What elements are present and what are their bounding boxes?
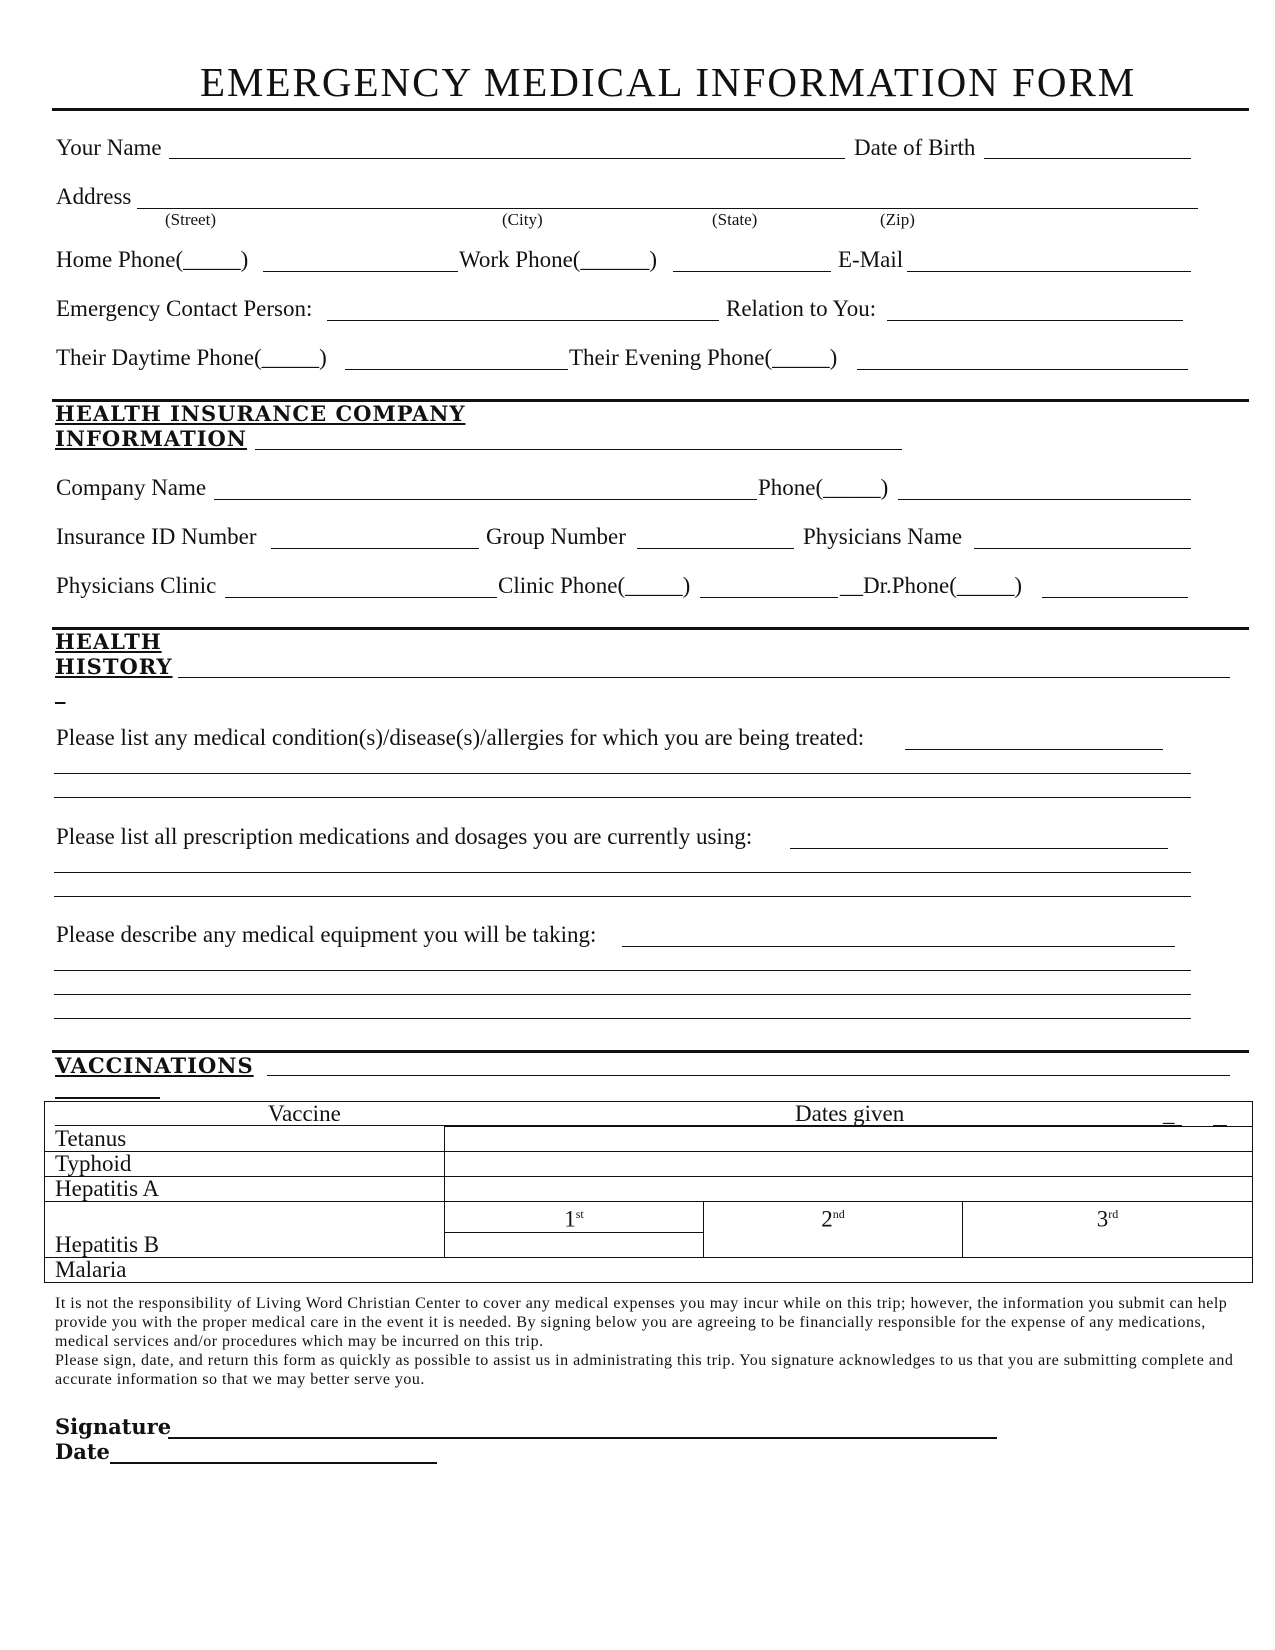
zip-caption: (Zip) [880,210,915,229]
equipment-line-3[interactable] [54,994,1191,995]
medications-label: Please list all prescription medications and dosages you are currently using: [56,824,753,849]
daytime-phone-label: Their Daytime Phone(_____) [56,345,327,370]
city-caption: (City) [502,210,543,229]
table-header-row [45,1102,1253,1127]
section-rule-history [52,627,1249,630]
insurance-heading-2: INFORMATION [55,426,248,451]
relation-label: Relation to You: [726,296,877,321]
signature-field[interactable] [168,1437,997,1439]
work-phone-label: Work Phone(______) [459,247,658,272]
form-title: EMERGENCY MEDICAL INFORMATION FORM [200,59,1137,105]
dose-2-cell[interactable]: 2nd [704,1202,963,1258]
insurance-heading-1: HEALTH INSURANCE COMPANY [55,401,466,426]
col-dates-header: Dates given [795,1101,905,1126]
email-field[interactable] [907,271,1191,272]
work-phone-field[interactable] [673,271,831,272]
equipment-line-4[interactable] [54,1018,1191,1019]
dose-1-header: 1st [445,1202,704,1233]
insurance-heading-line [255,449,902,450]
group-number-field[interactable] [637,548,794,549]
vaccinations-heading-line [267,1075,1230,1076]
name-label: Your Name [56,135,162,160]
street-caption: (Street) [165,210,216,229]
date-cell-tetanus[interactable] [445,1127,1253,1152]
conditions-line-3[interactable] [54,797,1191,798]
vaccine-name-hepatitis-b: Hepatitis B [45,1202,445,1258]
emergency-contact-label: Emergency Contact Person: [56,296,313,321]
disclaimer-paragraph-1: It is not the responsibility of Living Word Christian Center to cover any medical expenses you may incur while on this trip; however, the information you submit can help provide you with the proper medical care in the event it is needed. By signing below you are agreeing to be financially responsible for the expense of any medications, medical services and/or procedures which may be incurred on this trip. [55,1295,1228,1350]
table-row [45,1257,1253,1282]
date-cell-typhoid[interactable] [445,1152,1253,1177]
state-caption: (State) [712,210,758,229]
company-phone-field[interactable] [898,499,1191,500]
evening-phone-label: Their Evening Phone(_____) [569,345,838,370]
clinic-field[interactable] [225,597,497,598]
group-number-label: Group Number [486,524,626,549]
address-label: Address [56,184,132,209]
disclaimer-paragraph-2: Please sign, date, and return this form as quickly as possible to assist us in administrating this trip. You signature acknowledges to us that you are submitting complete and accurate information so that we may better serve you. [55,1352,1234,1388]
history-heading-2: HISTORY [55,654,173,679]
clinic-phone-label: Clinic Phone(_____) [498,573,691,598]
date-label: Date [55,1439,110,1464]
medications-field[interactable] [790,848,1168,849]
table-row [45,1127,1253,1152]
table-row [45,1202,1253,1233]
dob-label: Date of Birth [854,135,976,160]
company-name-field[interactable] [214,499,757,500]
vaccine-name-hepatitis-a: Hepatitis A [45,1177,445,1202]
emergency-contact-field[interactable] [327,320,719,321]
company-phone-label: Phone(_____) [758,475,889,500]
history-heading-1: HEALTH [55,629,162,654]
daytime-phone-field[interactable] [345,369,568,370]
equipment-field[interactable] [622,946,1175,947]
history-heading-tail: _ [55,679,67,704]
dob-field[interactable] [984,158,1191,159]
home-phone-field[interactable] [263,271,458,272]
vaccinations-heading: VACCINATIONS [55,1053,254,1078]
equipment-label: Please describe any medical equipment you will be taking: [56,922,597,947]
conditions-label: Please list any medical condition(s)/disease(s)/allergies for which you are being treated: [56,725,865,750]
dr-phone-label: __Dr.Phone(_____) [840,573,1023,598]
clinic-phone-field[interactable] [700,597,838,598]
table-row [45,1152,1253,1177]
evening-phone-field[interactable] [857,369,1188,370]
date-field[interactable] [110,1462,437,1464]
date-cell-hepatitis-a[interactable] [445,1177,1253,1202]
medications-line-2[interactable] [54,872,1191,873]
name-field[interactable] [169,158,845,159]
vaccine-name-typhoid: Typhoid [45,1152,445,1177]
email-label: E-Mail [838,247,904,272]
dose-1-cell[interactable] [445,1232,704,1257]
home-phone-label: Home Phone(_____) [56,247,249,272]
table-row [45,1177,1253,1202]
medications-line-3[interactable] [54,896,1191,897]
address-field[interactable] [137,208,1198,209]
conditions-line-2[interactable] [54,773,1191,774]
physician-name-field[interactable] [974,548,1191,549]
vaccination-table [44,1101,1253,1283]
relation-field[interactable] [887,320,1183,321]
equipment-line-2[interactable] [54,970,1191,971]
insurance-id-label: Insurance ID Number [56,524,257,549]
vaccinations-heading-tail: __________ [55,1074,160,1099]
company-name-label: Company Name [56,475,207,500]
history-heading-line [178,677,1230,678]
dose-3-cell[interactable]: 3rd [963,1202,1253,1258]
dr-phone-field[interactable] [1042,597,1188,598]
vaccine-name-tetanus: Tetanus [45,1127,445,1152]
conditions-field[interactable] [905,749,1163,750]
col-vaccine-header: Vaccine [268,1101,341,1126]
signature-label: Signature [55,1414,172,1439]
clinic-label: Physicians Clinic [56,573,217,598]
col-dates-tail: _ [1163,1101,1175,1126]
physician-name-label: Physicians Name [803,524,963,549]
vaccine-name-malaria: Malaria [45,1257,1253,1282]
title-rule [52,108,1249,111]
insurance-id-field[interactable] [271,548,479,549]
